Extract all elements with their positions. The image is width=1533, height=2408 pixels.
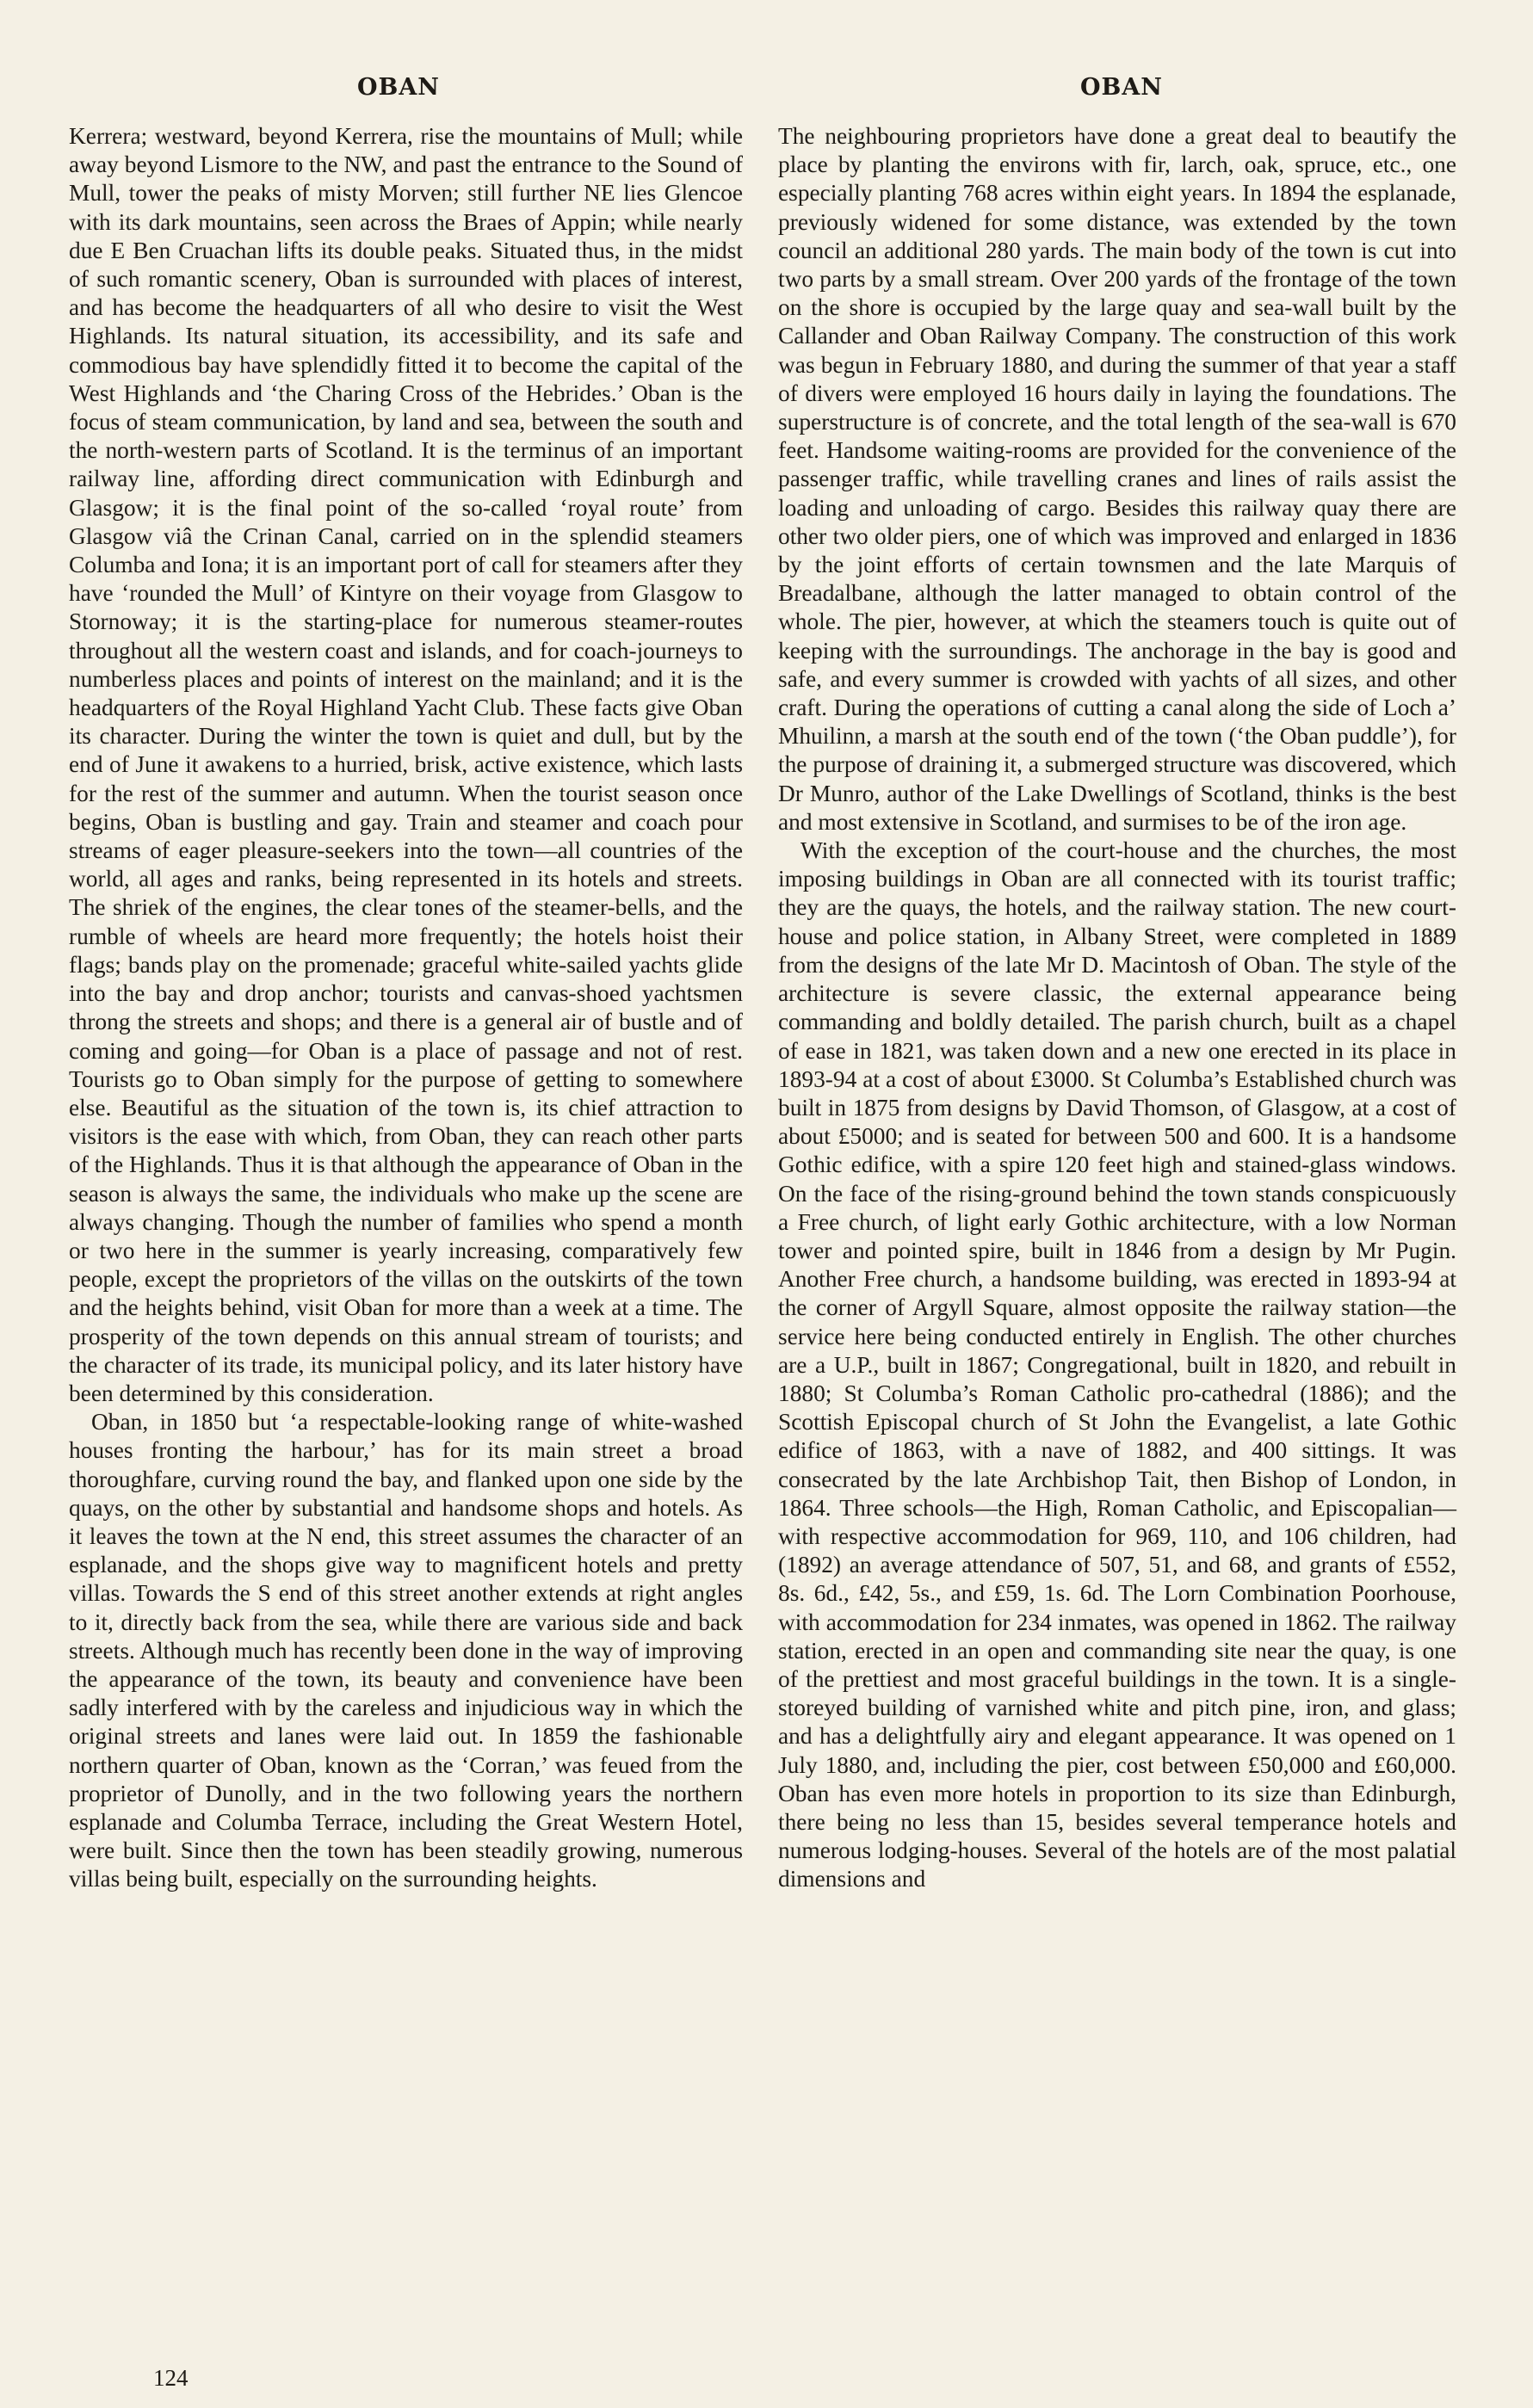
left-column	[69, 122, 743, 1894]
right-column	[778, 122, 1456, 1894]
left-paragraph-1: Kerrera; westward, beyond Kerrera, rise the mountains of Mull; while away beyond Lismore to the NW, and past the entrance to the Sound of Mull, tower the peaks of misty Morven; still further NE lies Glencoe with its dark mountains, seen across the Braes of Appin; while nearly due E Ben Cruachan lifts its double peaks. Situated thus, in the midst of such romantic scenery, Oban is surrounded with places of interest, and has become the headquarters of all who desire to visit the West Highlands. Its natural situation, its accessibility, and its safe and commodious bay have splendidly fitted it to become the capital of the West Highlands and ‘the Charing Cross of the Hebrides.’ Oban is the focus of steam communication, by land and sea, between the south and the north-western parts of Scotland. It is the terminus of an important railway line, affording direct communication with Edinburgh and Glasgow; it is the final point of the so-called ‘royal route’ from Glasgow viâ the Crinan Canal, carried on in the splendid steamers Columba and Iona; it is an important port of call for steamers after they have ‘rounded the Mull’ of Kintyre on their voyage from Glasgow to Stornoway; it is the starting-place for numerous steamer-routes throughout all the western coast and islands, and for coach-journeys to numberless places and points of interest on the mainland; and it is the headquarters of the Royal Highland Yacht Club. These facts give Oban its character. During the winter the town is quiet and dull, but by the end of June it awakens to a hurried, brisk, active existence, which lasts for the rest of the summer and autumn. When the tourist season once begins, Oban is bustling and gay. Train and steamer and coach pour streams of eager pleasure-seekers into the town—all countries of the world, all ages and ranks, being represented in its hotels and streets. The shriek of the engines, the clear tones of the steamer-bells, and the rumble of wheels are heard more frequently; the hotels hoist their flags; bands play on the promenade; graceful white-sailed yachts glide into the bay and drop anchor; tourists and canvas-shoed yachtsmen throng the streets and shops; and there is a general air of bustle and of coming and going—for Oban is a place of passage and not of rest. Tourists go to Oban simply for the purpose of getting to somewhere else. Beautiful as the situation of the town is, its chief attraction to visitors is the ease with which, from Oban, they can reach other parts of the Highlands. Thus it is that although the appearance of Oban in the season is always the same, the individuals who make up the scene are always changing. Though the number of families who spend a month or two here in the summer is yearly increasing, comparatively few people, except the proprietors of the villas on the outskirts of the town and the heights behind, visit Oban for more than a week at a time. The prosperity of the town depends on this annual stream of tourists; and the character of its trade, its municipal policy, and its later history have been determined by this consideration.	[69, 123, 743, 1406]
running-header-right: OBAN	[1080, 74, 1163, 101]
page-number: 124	[153, 2365, 189, 2391]
left-paragraph-2: Oban, in 1850 but ‘a respectable-looking range of white-washed houses fronting the harbour,’ has for its main street a broad thoroughfare, curving round the bay, and flanked upon one side by the quays, on the other by substantial and handsome shops and hotels. As it leaves the town at the N end, this street assumes the character of an esplanade, and the shops give way to magnificent hotels and pretty villas. Towards the S end of this street another extends at right angles to it, directly back from the sea, while there are various side and back streets. Although much has recently been done in the way of improving the appearance of the town, its beauty and convenience have been sadly interfered with by the careless and injudicious way in which the original streets and lanes were laid out. In 1859 the fashionable northern quarter of Oban, known as the ‘Corran,’ was feued from the proprietor of Dunolly, and in the two following years the northern esplanade and Columba Terrace, including the Great Western Hotel, were built. Since then the town has been steadily growing, numerous villas being built, especially on the surrounding heights.	[69, 1409, 743, 1892]
right-paragraph-2: With the exception of the court-house and the churches, the most imposing buildings in Oban are all connected with its tourist traffic; they are the quays, the hotels, and the railway station. The new court-house and police station, in Albany Street, were completed in 1889 from the designs of the late Mr D. Macintosh of Oban. The style of the architecture is severe classic, the external appearance being commanding and boldly detailed. The parish church, built as a chapel of ease in 1821, was taken down and a new one erected in its place in 1893-94 at a cost of about £3000. St Columba’s Established church was built in 1875 from designs by David Thomson, of Glasgow, at a cost of about £5000; and is seated for between 500 and 600. It is a handsome Gothic edifice, with a spire 120 feet high and stained-glass windows. On the face of the rising-ground behind the town stands conspicuously a Free church, of light early Gothic architecture, with a low Norman tower and pointed spire, built in 1846 from a design by Mr Pugin. Another Free church, a handsome building, was erected in 1893-94 at the corner of Argyll Square, almost opposite the railway station—the service here being conducted entirely in English. The other churches are a U.P., built in 1867; Congregational, built in 1820, and rebuilt in 1880; St Columba’s Roman Catholic pro-cathedral (1886); and the Scottish Episcopal church of St John the Evangelist, a late Gothic edifice of 1863, with a nave of 1882, and 400 sittings. It was consecrated by the late Archbishop Tait, then Bishop of London, in 1864. Three schools—the High, Roman Catholic, and Episcopalian—with respective accommodation for 969, 110, and 106 children, had (1892) an average attendance of 507, 51, and 68, and grants of £552, 8s. 6d., £42, 5s., and £59, 1s. 6d. The Lorn Combination Poorhouse, with accommodation for 234 inmates, was opened in 1862. The railway station, erected in an open and commanding site near the quay, is one of the prettiest and most graceful buildings in the town. It is a single-storeyed building of varnished white and pitch pine, iron, and glass; and has a delightfully airy and elegant appearance. It was opened on 1 July 1880, and, including the pier, cost between £50,000 and £60,000. Oban has even more hotels in proportion to its size than Edinburgh, there being no less than 15, besides several temperance hotels and numerous lodging-houses. Several of the hotels are of the most palatial dimensions and	[778, 837, 1456, 1892]
running-header-left: OBAN	[357, 74, 440, 101]
right-paragraph-1: The neighbouring proprietors have done a great deal to beautify the place by planting the environs with fir, larch, oak, spruce, etc., one especially planting 768 acres within eight years. In 1894 the esplanade, previously widened for some distance, was extended by the town council an additional 280 yards. The main body of the town is cut into two parts by a small stream. Over 200 yards of the frontage of the town on the shore is occupied by the large quay and sea-wall built by the Callander and Oban Railway Company. The construction of this work was begun in February 1880, and during the summer of that year a staff of divers were employed 16 hours daily in laying the foundations. The superstructure is of concrete, and the total length of the sea-wall is 670 feet. Handsome waiting-rooms are provided for the convenience of the passenger traffic, while travelling cranes and lines of rails assist the loading and unloading of cargo. Besides this railway quay there are other two older piers, one of which was improved and enlarged in 1836 by the joint efforts of certain townsmen and the late Marquis of Breadalbane, although the latter managed to obtain control of the whole. The pier, however, at which the steamers touch is quite out of keeping with the surroundings. The anchorage in the bay is good and safe, and every summer is crowded with yachts of all sizes, and other craft. During the operations of cutting a canal along the side of Loch a’ Mhuilinn, a marsh at the south end of the town (‘the Oban puddle’), for the purpose of draining it, a submerged structure was discovered, which Dr Munro, author of the Lake Dwellings of Scotland, thinks is the best and most extensive in Scotland, and surmises to be of the iron age.	[778, 123, 1456, 835]
